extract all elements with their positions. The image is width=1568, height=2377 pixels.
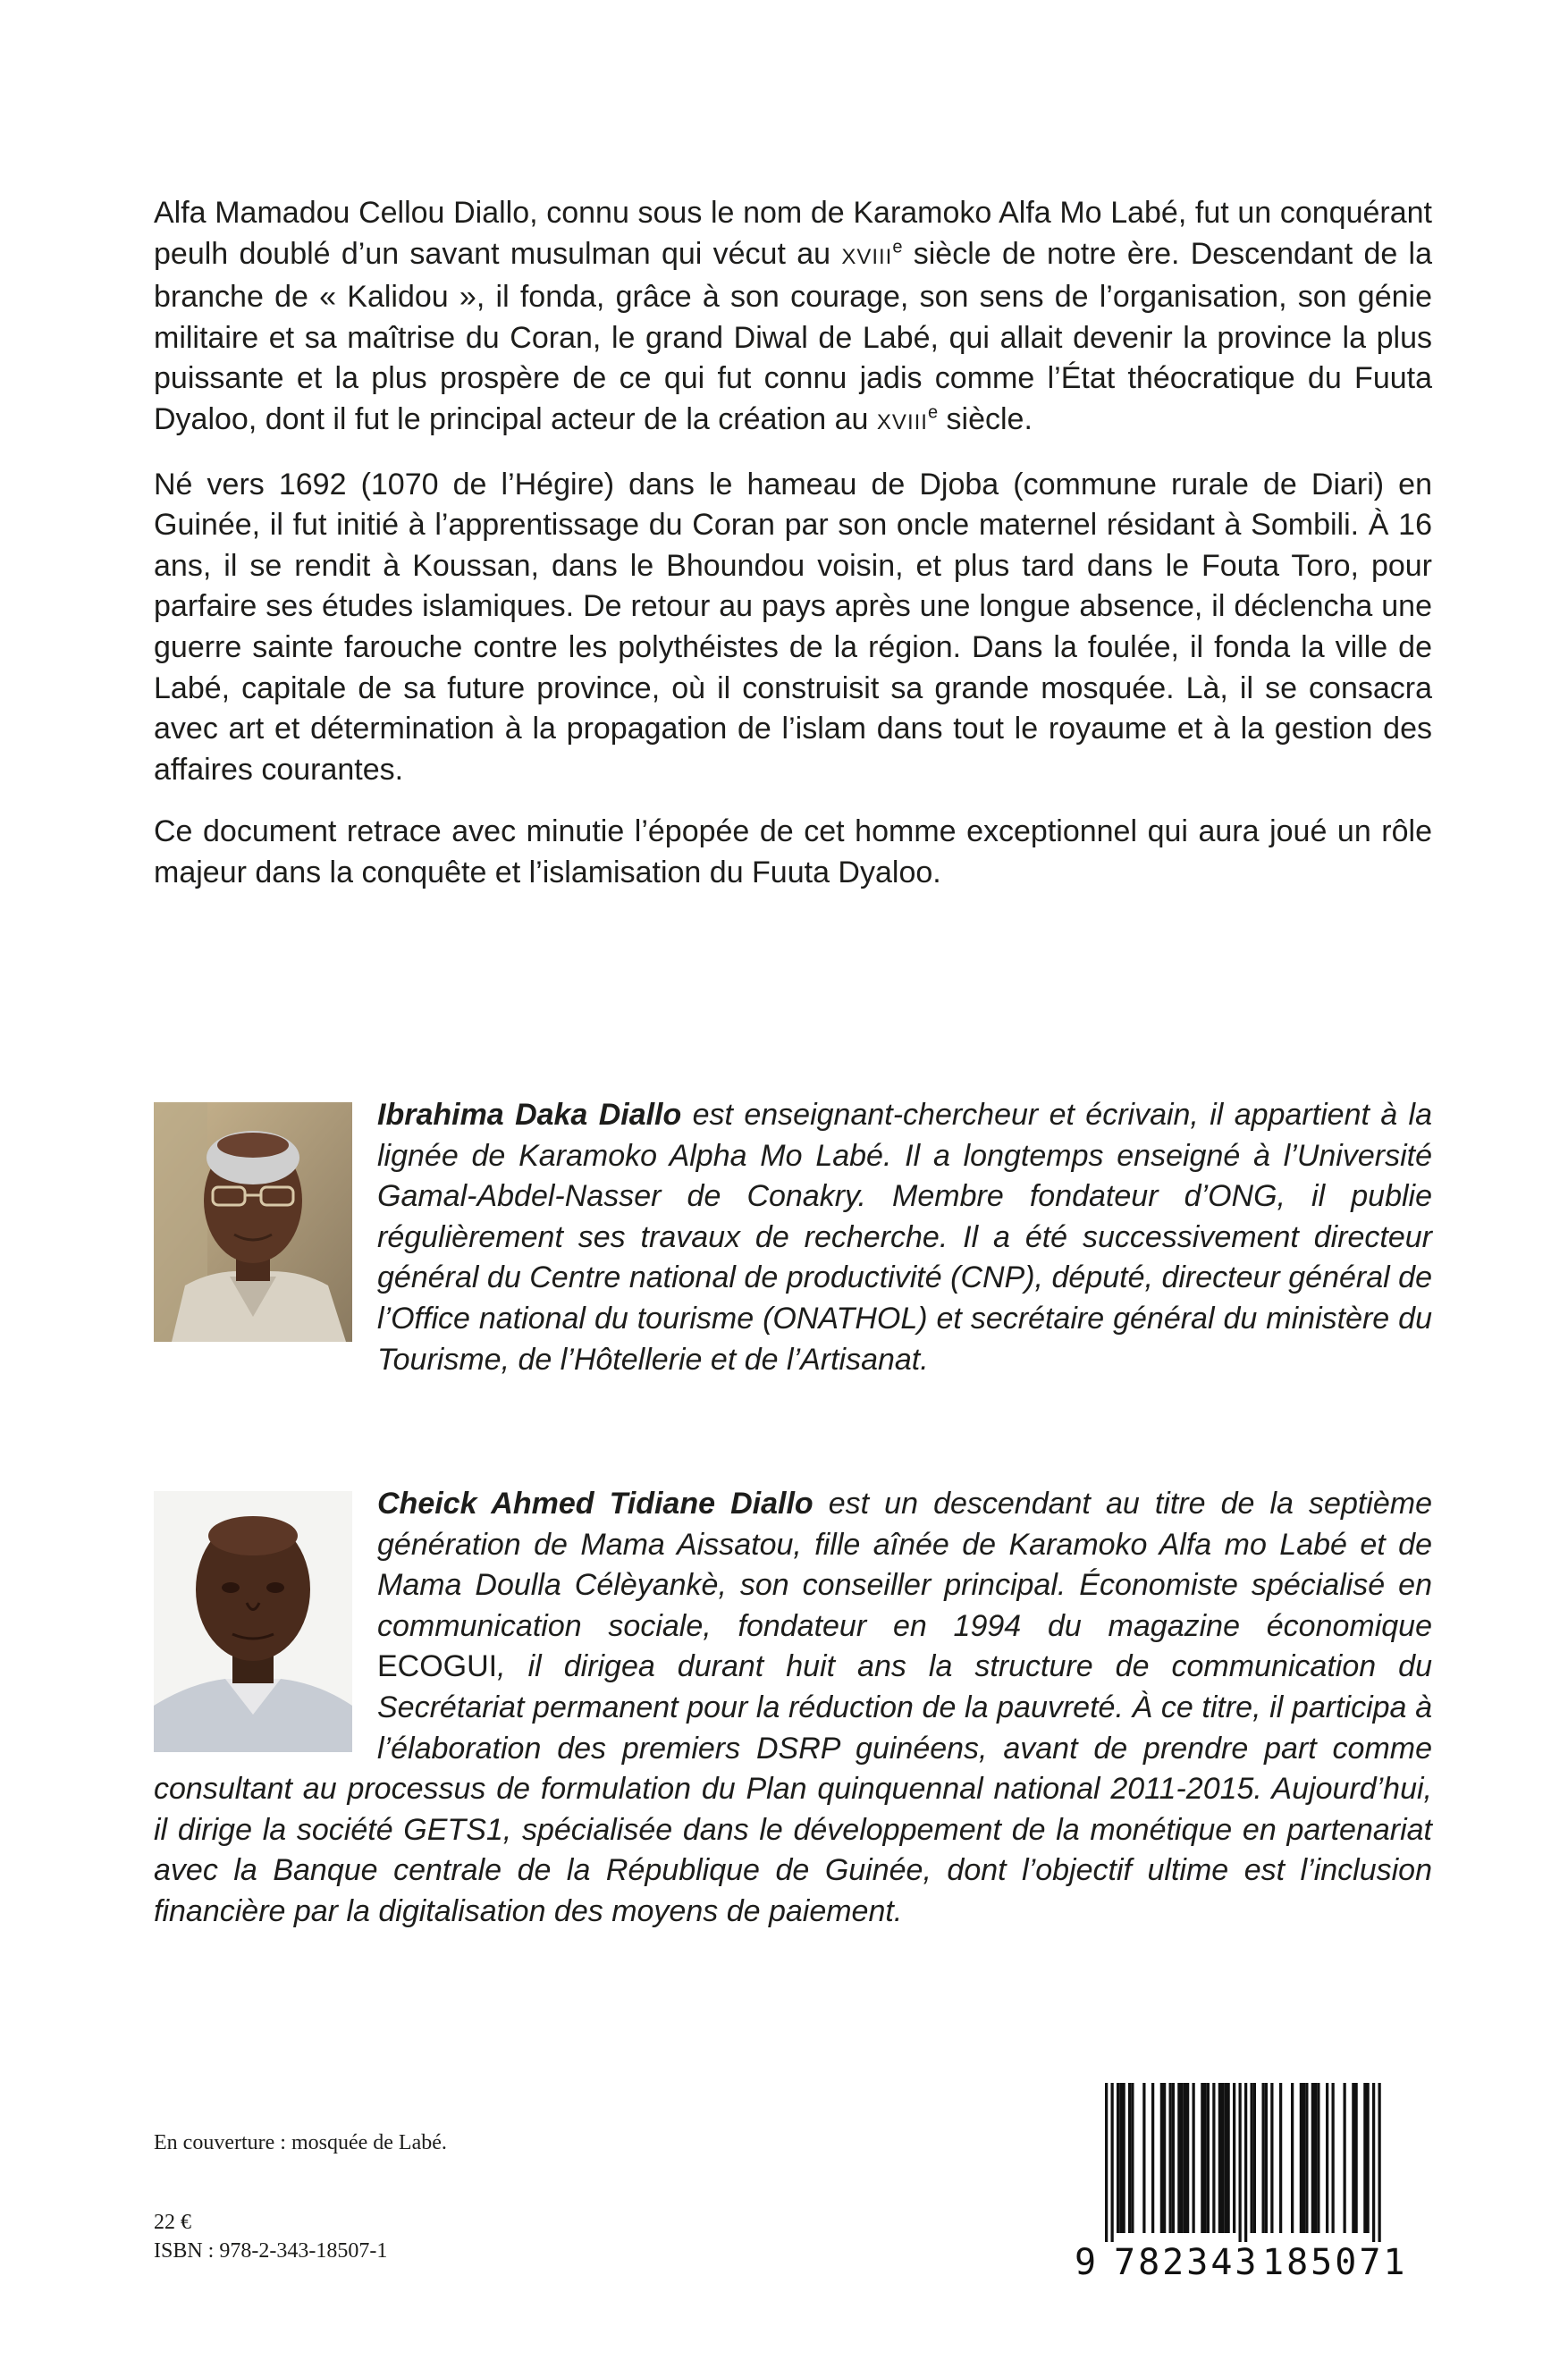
barcode-bar bbox=[1265, 2083, 1268, 2233]
barcode-bar bbox=[1270, 2083, 1273, 2233]
barcode-bar bbox=[1305, 2083, 1308, 2233]
barcode-bar bbox=[1142, 2083, 1145, 2233]
barcode-bar bbox=[1204, 2083, 1207, 2233]
barcode-bar bbox=[1117, 2083, 1119, 2233]
barcode-bar bbox=[1253, 2083, 1256, 2233]
barcode-bar bbox=[1177, 2083, 1180, 2233]
barcode-guard-bar bbox=[1372, 2083, 1375, 2242]
barcode-bar bbox=[1123, 2083, 1125, 2233]
century-numeral: XVIII bbox=[841, 244, 893, 269]
barcode-bar bbox=[1131, 2083, 1134, 2233]
author-bio-text-2a: est un descendant au titre de la septième génération de Mama Aissatou, fille aînée de Karamoko Alfa mo Labé et de Mama Doulla Célèyankè, son conseiller principal. Économiste spécialisé en communication sociale, fondateur en 1994 du magazine économique bbox=[377, 1487, 1432, 1643]
cover-credit: En couverture : mosquée de Labé. bbox=[154, 2131, 447, 2154]
barcode-bar bbox=[1169, 2083, 1172, 2233]
barcode-guard-bar bbox=[1244, 2083, 1247, 2242]
barcode-first-digit: 9 bbox=[1075, 2242, 1097, 2283]
barcode-bar bbox=[1355, 2083, 1358, 2233]
barcode-bar bbox=[1233, 2083, 1235, 2233]
barcode-bar bbox=[1184, 2083, 1186, 2233]
barcode-bar bbox=[1207, 2083, 1210, 2233]
barcode-bar bbox=[1352, 2083, 1354, 2233]
magazine-name: ECOGUI bbox=[377, 1649, 498, 1684]
barcode-guard-bar bbox=[1239, 2083, 1242, 2242]
barcode-bar bbox=[1300, 2083, 1302, 2233]
summary-paragraph-1: Alfa Mamadou Cellou Diallo, connu sous le nom de Karamoko Alfa Mo Labé, fut un conquérant peulh doublé d’un savant musulman qui vécut au XVIIIe siècle de notre ère. Descendant de la branche de « Kalidou », il fonda, grâce à son courage, son sens de l’organisation, son génie militaire et sa maîtrise du Coran, le grand Diwal de Labé, qui allait devenir la province la plus puissante et la plus prospère de ce qui fut connu jadis comme l’État théocratique du Fuuta Dyaloo, dont il fut le principal acteur de la création au XVIIIe siècle. bbox=[154, 196, 1433, 436]
barcode-bars bbox=[1073, 2083, 1421, 2244]
barcode-right-digits: 185071 bbox=[1262, 2242, 1408, 2283]
barcode-bar bbox=[1262, 2083, 1265, 2233]
barcode-bar bbox=[1311, 2083, 1314, 2233]
barcode-bar bbox=[1367, 2083, 1370, 2233]
author-name-2: Cheick Ahmed Tidiane Diallo bbox=[377, 1487, 814, 1521]
price: 22 € bbox=[154, 2211, 191, 2234]
isbn-barcode bbox=[1073, 2083, 1421, 2288]
barcode-bar bbox=[1172, 2083, 1175, 2233]
barcode-bar bbox=[1186, 2083, 1189, 2233]
barcode-bar bbox=[1227, 2083, 1230, 2233]
barcode-bar bbox=[1344, 2083, 1346, 2233]
barcode-bar bbox=[1181, 2083, 1184, 2233]
barcode-bar bbox=[1326, 2083, 1328, 2233]
barcode-guard-bar bbox=[1111, 2083, 1114, 2242]
barcode-bar bbox=[1221, 2083, 1224, 2233]
book-summary bbox=[154, 193, 1432, 915]
barcode-bar bbox=[1279, 2083, 1282, 2233]
barcode-bar bbox=[1317, 2083, 1319, 2233]
barcode-bar bbox=[1151, 2083, 1154, 2233]
author-name-1: Ibrahima Daka Diallo bbox=[377, 1098, 682, 1132]
summary-paragraph-3: Ce document retrace avec minutie l’épopée de cet homme exceptionnel qui aura joué un rôle majeur dans la conquête et l’islamisation du Fuuta Dyaloo. bbox=[154, 814, 1432, 889]
barcode-bar bbox=[1291, 2083, 1294, 2233]
barcode-bar bbox=[1160, 2083, 1163, 2233]
barcode-bar bbox=[1314, 2083, 1317, 2233]
century-numeral: XVIII bbox=[876, 409, 928, 434]
summary-paragraph-2: Né vers 1692 (1070 de l’Hégire) dans le hameau de Djoba (commune rurale de Diari) en Guinée, il fut initié à l’apprentissage du Coran par son oncle maternel résidant à Sombili. À 16 ans, il se rendit à Koussan, dans le Bhoundou voisin, et plus tard dans le Fouta Toro, pour parfaire ses études islamiques. De retour au pays après une longue absence, il déclencha une guerre sainte farouche contre les polythéistes de la région. Dans la foulée, il fonda la ville de Labé, capitale de sa future province, où il construisit sa grande mosquée. Là, il se consacra avec art et détermination à la propagation de l’islam dans tout le royaume et à la gestion des affaires courantes. bbox=[154, 467, 1432, 787]
barcode-left-digits: 782343 bbox=[1114, 2242, 1260, 2283]
century-superscript: e bbox=[927, 402, 939, 423]
barcode-bar bbox=[1163, 2083, 1166, 2233]
author-bio-text-2b: , il dirigea durant huit ans la structure de communication du Secrétariat permanent pour la réduction de la pauvreté. À ce titre, il participa à l’élaboration des premiers DSRP guinéens, avant de prendre part comme consultant au processus de formulation du Plan quinquennal national 2011-2015. Aujourd’hui, il dirige la société GETS1, spécialisée dans le développement de la monétique en partenariat avec la Banque centrale de la République de Guinée, dont l’objectif ultime est l’inclusion financière par la digitalisation des moyens de paiement. bbox=[154, 1649, 1432, 1928]
isbn: ISBN : 978-2-343-18507-1 bbox=[154, 2239, 388, 2263]
barcode-bar bbox=[1251, 2083, 1253, 2233]
barcode-bar bbox=[1218, 2083, 1221, 2233]
author-photo-1 bbox=[154, 1102, 352, 1342]
barcode-bar bbox=[1193, 2083, 1195, 2233]
barcode-bar bbox=[1201, 2083, 1203, 2233]
barcode-guard-bar bbox=[1105, 2083, 1108, 2242]
barcode-bar bbox=[1332, 2083, 1335, 2233]
century-superscript: e bbox=[892, 237, 903, 257]
barcode-digits bbox=[1073, 2242, 1421, 2287]
barcode-bar bbox=[1128, 2083, 1131, 2233]
author-bio-text-1: est enseignant-chercheur et écrivain, il appartient à la lignée de Karamoko Alpha Mo Labé. Il a longtemps enseigné à l’Université Gamal-Abdel-Nasser de Conakry. Membre fondateur d’ONG, il publie régulièrement ses travaux de recherche. Il a été successivement directeur général du Centre national de productivité (CNP), député, directeur général de l’Office national du tourisme (ONATHOL) et secrétaire général du ministère du Tourisme, de l’Hôtellerie et de l’Artisanat. bbox=[377, 1098, 1432, 1377]
author-photo-2 bbox=[154, 1491, 352, 1752]
author-bio-1 bbox=[154, 1095, 1432, 1380]
barcode-bar bbox=[1363, 2083, 1366, 2233]
author-bio-2 bbox=[154, 1484, 1432, 1933]
barcode-bar bbox=[1212, 2083, 1215, 2233]
barcode-bar bbox=[1224, 2083, 1227, 2233]
barcode-bar bbox=[1302, 2083, 1305, 2233]
barcode-bar bbox=[1119, 2083, 1122, 2233]
barcode-guard-bar bbox=[1378, 2083, 1381, 2242]
